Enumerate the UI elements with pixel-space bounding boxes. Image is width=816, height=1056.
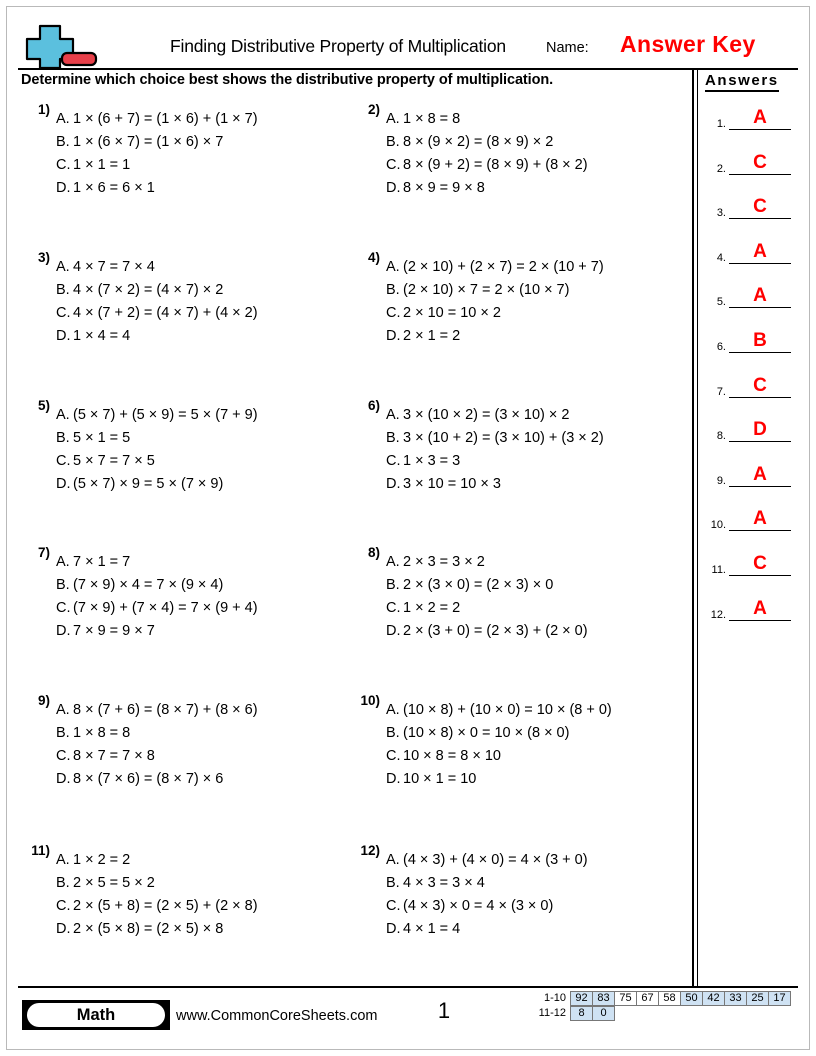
- choice-option[interactable]: [386, 404, 604, 427]
- choice-option[interactable]: [56, 302, 258, 325]
- choice-option[interactable]: [56, 768, 258, 791]
- answer-blank-line[interactable]: [729, 620, 791, 621]
- choice-letter: D.: [56, 623, 71, 639]
- score-cell: 67: [636, 991, 659, 1006]
- choice-text: (7 × 9) + (7 × 4) = 7 × (9 + 4): [73, 600, 258, 616]
- answer-row: [702, 286, 798, 308]
- score-cells: [571, 991, 791, 1006]
- question-number: 12): [360, 843, 380, 858]
- page-title: Finding Distributive Property of Multiplication: [170, 36, 506, 56]
- choice-text: (2 × 10) × 7 = 2 × (10 × 7): [403, 282, 570, 298]
- choice-letter: D.: [386, 771, 401, 787]
- question-number: 8): [367, 545, 380, 560]
- question-number: 10): [360, 693, 380, 708]
- choice-option[interactable]: [386, 574, 588, 597]
- choice-option[interactable]: [56, 131, 258, 154]
- score-row-label: 11-12: [538, 1007, 566, 1019]
- choice-option[interactable]: [386, 699, 612, 722]
- choice-text: (10 × 8) + (10 × 0) = 10 × (8 + 0): [403, 702, 612, 718]
- choice-text: 8 × (9 × 2) = (8 × 9) × 2: [403, 134, 554, 150]
- choice-text: 8 × (7 + 6) = (8 × 7) + (8 × 6): [73, 702, 258, 718]
- choice-option[interactable]: [386, 108, 588, 131]
- choice-option[interactable]: [56, 918, 258, 941]
- answer-blank-line[interactable]: [729, 486, 791, 487]
- choice-letter: C.: [386, 305, 401, 321]
- choice-letter: A.: [386, 259, 400, 275]
- choice-letter: C.: [56, 157, 71, 173]
- choice-letter: A.: [56, 702, 70, 718]
- choice-option[interactable]: [56, 597, 258, 620]
- answer-row: [702, 242, 798, 264]
- answer-blank-line[interactable]: [729, 441, 791, 442]
- choice-text: (4 × 3) + (4 × 0) = 4 × (3 + 0): [403, 852, 588, 868]
- instructions-text: Determine which choice best shows the distributive property of multiplication.: [21, 72, 554, 88]
- choice-letter: D.: [56, 921, 71, 937]
- choice-text: 1 × 4 = 4: [73, 328, 131, 344]
- choice-text: 2 × (5 × 8) = (2 × 5) × 8: [73, 921, 224, 937]
- choice-option[interactable]: [56, 473, 258, 496]
- question-number: 9): [37, 693, 50, 708]
- answer-blank-line[interactable]: [729, 397, 791, 398]
- choice-letter: B.: [386, 134, 400, 150]
- choice-letter: D.: [386, 180, 401, 196]
- choice-text: 3 × (10 + 2) = (3 × 10) + (3 × 2): [403, 430, 604, 446]
- choice-text: 2 × 3 = 3 × 2: [403, 554, 485, 570]
- choice-letter: A.: [56, 852, 70, 868]
- choice-text: 3 × (10 × 2) = (3 × 10) × 2: [403, 407, 570, 423]
- choice-letter: A.: [56, 259, 70, 275]
- choice-option[interactable]: [386, 551, 588, 574]
- answer-value: C: [753, 553, 767, 574]
- page-number: 1: [437, 998, 451, 1023]
- answer-blank-line[interactable]: [729, 263, 791, 264]
- choice-option[interactable]: [56, 872, 258, 895]
- choice-text: 1 × 8 = 8: [403, 111, 461, 127]
- score-cell: 50: [680, 991, 703, 1006]
- answer-value: A: [753, 508, 767, 530]
- score-row-label: 1-10: [543, 992, 566, 1004]
- choice-list: [56, 108, 258, 200]
- choice-option[interactable]: [386, 745, 612, 768]
- choice-text: 1 × (6 × 7) = (1 × 6) × 7: [73, 134, 224, 150]
- answer-row: [702, 599, 798, 621]
- answer-value: A: [753, 285, 767, 307]
- choice-option[interactable]: [386, 427, 604, 450]
- choice-text: 5 × 1 = 5: [73, 430, 131, 446]
- choice-letter: C.: [386, 748, 401, 764]
- choice-letter: D.: [386, 623, 401, 639]
- choice-option[interactable]: [386, 872, 588, 895]
- choice-text: 8 × 7 = 7 × 8: [73, 748, 155, 764]
- choice-letter: D.: [56, 328, 71, 344]
- choice-letter: C.: [386, 600, 401, 616]
- answers-divider-thin: [697, 68, 698, 986]
- choice-option[interactable]: [386, 256, 604, 279]
- answer-number: 3.: [716, 207, 726, 220]
- choice-option[interactable]: [56, 154, 258, 177]
- choice-letter: B.: [56, 134, 70, 150]
- answer-blank-line[interactable]: [729, 307, 791, 308]
- choice-letter: C.: [56, 600, 71, 616]
- choice-text: 1 × (6 + 7) = (1 × 6) + (1 × 7): [73, 111, 258, 127]
- site-url: www.CommonCoreSheets.com: [176, 1008, 378, 1024]
- question-number: 6): [367, 398, 380, 413]
- score-cell: 58: [658, 991, 681, 1006]
- choice-letter: A.: [56, 407, 70, 423]
- choice-text: 8 × (9 + 2) = (8 × 9) + (8 × 2): [403, 157, 588, 173]
- question-number: 11): [31, 843, 50, 858]
- choice-option[interactable]: [386, 154, 588, 177]
- choice-option[interactable]: [386, 722, 612, 745]
- answer-value: A: [753, 597, 767, 619]
- choice-option[interactable]: [386, 768, 612, 791]
- header-divider: [18, 68, 798, 70]
- answer-row: [702, 331, 798, 353]
- score-cell: 0: [592, 1006, 615, 1021]
- choice-text: 2 × (5 + 8) = (2 × 5) + (2 × 8): [73, 898, 258, 914]
- choice-text: 8 × 9 = 9 × 8: [403, 180, 485, 196]
- choice-letter: B.: [386, 875, 400, 891]
- answer-value: A: [753, 240, 767, 262]
- choice-option[interactable]: [386, 849, 588, 872]
- choice-letter: A.: [386, 852, 400, 868]
- choice-letter: B.: [56, 430, 70, 446]
- choice-list: [56, 404, 258, 496]
- answer-blank-line[interactable]: [729, 575, 791, 576]
- choice-letter: A.: [386, 702, 400, 718]
- choice-text: 1 × 2 = 2: [403, 600, 461, 616]
- score-cells: [571, 1006, 615, 1021]
- choice-letter: D.: [386, 476, 401, 492]
- choice-option[interactable]: [56, 325, 258, 348]
- answer-blank-line[interactable]: [729, 174, 791, 175]
- score-cell: 8: [570, 1006, 593, 1021]
- answer-number: 7.: [716, 385, 726, 398]
- choice-letter: B.: [386, 577, 400, 593]
- answer-key-value: Answer Key: [620, 31, 756, 57]
- choice-letter: A.: [386, 407, 400, 423]
- score-cell: 17: [768, 991, 791, 1006]
- choice-option[interactable]: [56, 108, 258, 131]
- choice-letter: D.: [56, 476, 71, 492]
- choice-letter: C.: [56, 898, 71, 914]
- choice-option[interactable]: [56, 699, 258, 722]
- choice-text: 3 × 10 = 10 × 3: [403, 476, 501, 492]
- choice-option[interactable]: [386, 620, 588, 643]
- answer-number: 1.: [716, 118, 726, 130]
- choice-list: [56, 551, 258, 643]
- answer-value: A: [753, 107, 767, 128]
- choice-text: 4 × (7 × 2) = (4 × 7) × 2: [73, 282, 224, 298]
- choice-letter: A.: [56, 554, 70, 570]
- choice-text: (10 × 8) × 0 = 10 × (8 × 0): [403, 725, 570, 741]
- subject-badge: [22, 1000, 170, 1030]
- choice-text: 4 × 1 = 4: [403, 921, 461, 937]
- score-row: [531, 991, 791, 1006]
- choice-text: 2 × 10 = 10 × 2: [403, 305, 501, 321]
- question-number: 3): [37, 250, 50, 265]
- score-row: [531, 1006, 791, 1021]
- choice-text: (4 × 3) × 0 = 4 × (3 × 0): [403, 898, 554, 914]
- choice-letter: B.: [386, 430, 400, 446]
- answer-number: 5.: [716, 296, 726, 309]
- question-number: 2): [367, 102, 380, 117]
- question-number: 5): [37, 398, 50, 413]
- answer-value: A: [753, 463, 767, 485]
- answer-blank-line[interactable]: [729, 530, 791, 531]
- answers-divider-thick: [692, 68, 694, 986]
- score-cell: 42: [702, 991, 725, 1006]
- plus-minus-logo-icon: [18, 22, 110, 68]
- choice-letter: D.: [56, 771, 71, 787]
- choice-text: (5 × 7) + (5 × 9) = 5 × (7 + 9): [73, 407, 258, 423]
- choice-text: (5 × 7) × 9 = 5 × (7 × 9): [73, 476, 224, 492]
- choice-text: 2 × (3 + 0) = (2 × 3) + (2 × 0): [403, 623, 588, 639]
- subject-badge-label: Math: [27, 1003, 165, 1027]
- choice-text: 1 × 2 = 2: [73, 852, 131, 868]
- choice-text: 7 × 1 = 7: [73, 554, 131, 570]
- choice-option[interactable]: [56, 279, 258, 302]
- score-cell: 83: [592, 991, 615, 1006]
- choice-list: [56, 849, 258, 941]
- answer-blank-line[interactable]: [729, 218, 791, 219]
- choice-option[interactable]: [386, 450, 604, 473]
- choice-list: [386, 404, 604, 496]
- choice-text: 7 × 9 = 9 × 7: [73, 623, 155, 639]
- choice-letter: C.: [386, 898, 401, 914]
- choice-option[interactable]: [386, 895, 588, 918]
- choice-letter: A.: [56, 111, 70, 127]
- name-label: Name:: [546, 40, 589, 56]
- choice-letter: A.: [386, 111, 400, 127]
- choice-option[interactable]: [56, 745, 258, 768]
- choice-letter: B.: [56, 282, 70, 298]
- page-header: [18, 22, 798, 68]
- question-number: 1): [37, 102, 50, 117]
- answer-value: B: [753, 330, 767, 351]
- choice-letter: B.: [56, 577, 70, 593]
- choice-text: 2 × 5 = 5 × 2: [73, 875, 155, 891]
- choice-option[interactable]: [56, 177, 258, 200]
- choice-list: [56, 699, 258, 791]
- choice-list: [386, 551, 588, 643]
- choice-option[interactable]: [56, 849, 258, 872]
- answer-value: C: [753, 196, 767, 218]
- answer-number: 11.: [711, 564, 726, 576]
- choice-option[interactable]: [386, 177, 588, 200]
- choice-text: 5 × 7 = 7 × 5: [73, 453, 155, 469]
- choice-list: [386, 849, 588, 941]
- choice-option[interactable]: [56, 427, 258, 450]
- score-table: [531, 991, 791, 1021]
- choice-text: (2 × 10) + (2 × 7) = 2 × (10 + 7): [403, 259, 604, 275]
- choice-option[interactable]: [56, 574, 258, 597]
- answer-row: [702, 554, 798, 576]
- answer-number: 12.: [710, 608, 726, 621]
- choice-list: [386, 699, 612, 791]
- choice-text: 2 × (3 × 0) = (2 × 3) × 0: [403, 577, 554, 593]
- answer-row: [702, 153, 798, 175]
- choice-option[interactable]: [56, 722, 258, 745]
- choice-letter: B.: [56, 875, 70, 891]
- choice-option[interactable]: [386, 302, 604, 325]
- choice-letter: B.: [386, 725, 400, 741]
- choice-text: 4 × (7 + 2) = (4 × 7) + (4 × 2): [73, 305, 258, 321]
- answer-blank-line[interactable]: [729, 352, 791, 353]
- choice-text: 2 × 1 = 2: [403, 328, 461, 344]
- answer-number: 8.: [716, 430, 726, 443]
- choice-option[interactable]: [386, 131, 588, 154]
- answer-row: [702, 465, 798, 487]
- answer-value: D: [753, 419, 767, 441]
- footer-divider: [18, 986, 798, 988]
- question-number: 7): [37, 545, 50, 560]
- choice-list: [386, 108, 588, 200]
- choice-letter: B.: [56, 725, 70, 741]
- answer-row: [702, 420, 798, 442]
- choice-option[interactable]: [386, 473, 604, 496]
- choice-text: 1 × 1 = 1: [73, 157, 131, 173]
- choice-letter: C.: [386, 157, 401, 173]
- choice-option[interactable]: [56, 551, 258, 574]
- choice-option[interactable]: [386, 279, 604, 302]
- choice-letter: A.: [386, 554, 400, 570]
- score-cell: 25: [746, 991, 769, 1006]
- choice-option[interactable]: [386, 325, 604, 348]
- answer-value: C: [753, 151, 767, 173]
- choice-letter: C.: [56, 305, 71, 321]
- answer-row: [702, 108, 798, 130]
- answer-number: 10.: [710, 519, 726, 532]
- answers-title: Answers: [705, 72, 779, 92]
- choice-option[interactable]: [56, 404, 258, 427]
- choice-text: 4 × 7 = 7 × 4: [73, 259, 155, 275]
- answer-number: 2.: [716, 162, 726, 175]
- score-cell: 75: [614, 991, 637, 1006]
- answer-value: C: [753, 374, 767, 396]
- score-cell: 92: [570, 991, 593, 1006]
- choice-text: 8 × (7 × 6) = (8 × 7) × 6: [73, 771, 224, 787]
- choice-text: 1 × 8 = 8: [73, 725, 131, 741]
- choice-option[interactable]: [56, 256, 258, 279]
- answer-row: [702, 376, 798, 398]
- choice-text: 4 × 3 = 3 × 4: [403, 875, 485, 891]
- choice-text: 1 × 3 = 3: [403, 453, 461, 469]
- choice-letter: D.: [386, 921, 401, 937]
- answer-number: 6.: [716, 341, 726, 353]
- choice-text: 1 × 6 = 6 × 1: [73, 180, 155, 196]
- answer-number: 9.: [716, 474, 726, 487]
- choice-option[interactable]: [386, 597, 588, 620]
- choice-option[interactable]: [56, 620, 258, 643]
- choice-option[interactable]: [56, 895, 258, 918]
- question-number: 4): [367, 250, 380, 265]
- choice-text: (7 × 9) × 4 = 7 × (9 × 4): [73, 577, 224, 593]
- choice-letter: C.: [386, 453, 401, 469]
- choice-list: [386, 256, 604, 348]
- choice-letter: B.: [386, 282, 400, 298]
- choice-letter: C.: [56, 453, 71, 469]
- answer-row: [702, 197, 798, 219]
- choice-letter: C.: [56, 748, 71, 764]
- answer-number: 4.: [716, 251, 726, 264]
- choice-text: 10 × 8 = 8 × 10: [403, 748, 501, 764]
- choice-option[interactable]: [56, 450, 258, 473]
- choice-text: 10 × 1 = 10: [403, 771, 477, 787]
- choice-option[interactable]: [386, 918, 588, 941]
- answer-row: [702, 509, 798, 531]
- choice-letter: D.: [56, 180, 71, 196]
- choice-letter: D.: [386, 328, 401, 344]
- score-cell: 33: [724, 991, 747, 1006]
- choice-list: [56, 256, 258, 348]
- answer-blank-line[interactable]: [729, 129, 791, 130]
